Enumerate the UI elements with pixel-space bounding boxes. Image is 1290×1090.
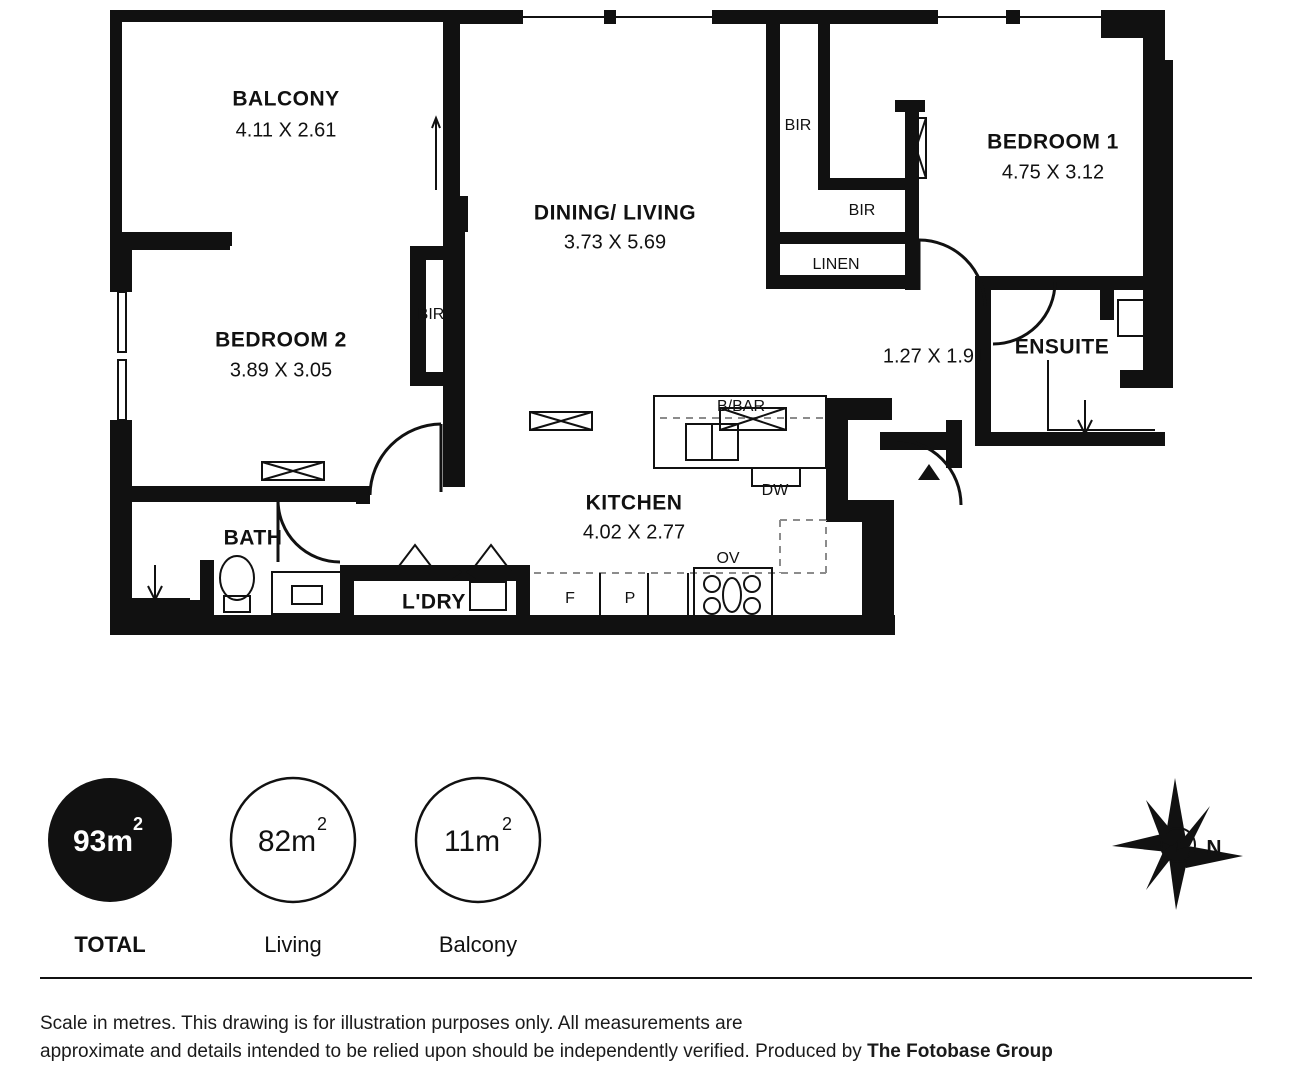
label-bir-bedroom1-upper: BIR	[784, 117, 812, 135]
window-symbol-living	[530, 412, 592, 430]
area-caption-total: TOTAL	[74, 932, 146, 957]
room-dim-bedroom1: 4.75 X 3.12	[1001, 161, 1105, 184]
compass-label-north: N	[1206, 836, 1222, 860]
room-dim-entry: 1.27 X 1.91	[882, 345, 986, 368]
area-caption-living: Living	[264, 932, 322, 957]
area-value-total: 93m	[72, 824, 134, 858]
label-linen: LINEN	[812, 256, 860, 274]
footer-disclaimer	[40, 1010, 1270, 1065]
area-sup-balcony: 2	[502, 814, 513, 834]
room-label-bath: BATH	[223, 526, 283, 550]
room-labels	[215, 88, 1119, 614]
room-label-bedroom2: BEDROOM 2	[215, 328, 347, 352]
bir-symbol-bedroom2	[262, 462, 324, 480]
room-label-balcony: BALCONY	[232, 87, 340, 111]
area-value-living: 82m	[257, 824, 317, 858]
room-label-kitchen: KITCHEN	[585, 491, 683, 515]
producer-name: The Fotobase Group	[867, 1040, 1053, 1062]
label-pantry: P	[624, 590, 636, 608]
room-label-dining-living: DINING/ LIVING	[533, 201, 697, 225]
label-laundry: L'DRY	[402, 590, 466, 614]
area-sup-total: 2	[133, 814, 144, 834]
area-sup-living: 2	[317, 814, 328, 834]
disclaimer-line-2: approximate and details intended to be relied upon should be independently verified.	[40, 1040, 756, 1062]
room-dim-dining-living: 3.73 X 5.69	[563, 231, 667, 254]
room-label-bedroom1: BEDROOM 1	[987, 130, 1119, 154]
area-summary	[48, 778, 540, 957]
label-breakfast-bar: B/BAR	[716, 398, 766, 416]
label-dishwasher: DW	[761, 482, 789, 500]
label-bir-bedroom1-lower: BIR	[848, 202, 876, 220]
area-value-balcony: 11m	[443, 824, 501, 858]
label-fridge: F	[565, 590, 575, 608]
room-dim-kitchen: 4.02 X 2.77	[582, 521, 686, 544]
label-bir-bedroom2: BIR	[417, 306, 445, 324]
room-dim-balcony: 4.11 X 2.61	[235, 119, 337, 142]
area-caption-balcony: Balcony	[438, 932, 518, 957]
north-compass	[1112, 778, 1243, 910]
disclaimer-line-1: Scale in metres. This drawing is for illustration purposes only. All measurements are	[40, 1013, 743, 1034]
room-dim-bedroom2: 3.89 X 3.05	[229, 359, 333, 382]
produced-by-prefix: Produced by	[755, 1040, 868, 1062]
label-oven: OV	[716, 550, 740, 568]
room-label-ensuite: ENSUITE	[1014, 335, 1110, 359]
